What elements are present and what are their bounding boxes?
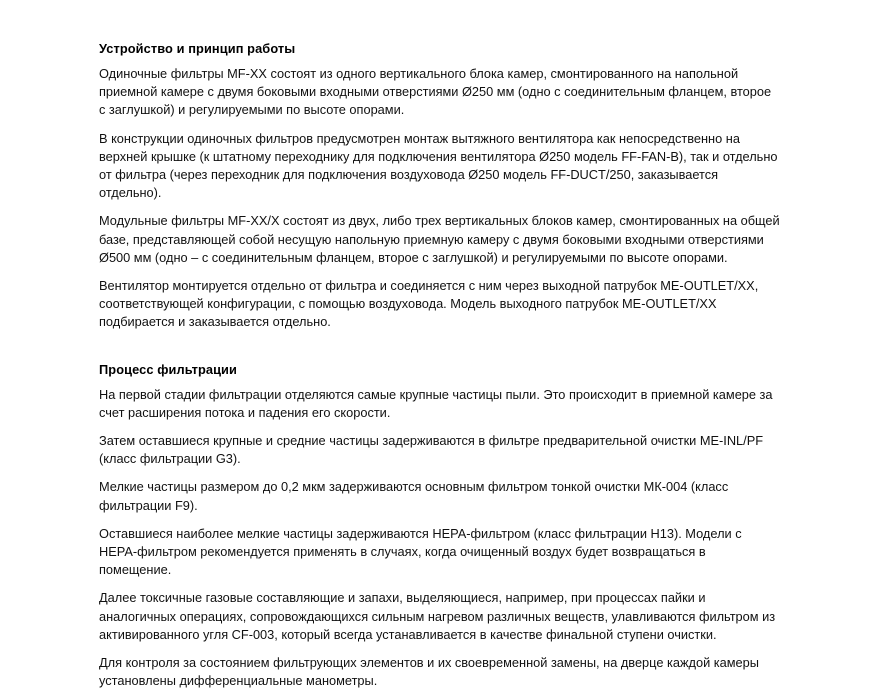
paragraph-fan-mounting-options: В конструкции одиночных фильтров предусмотрен монтаж вытяжного вентилятора как непосредственно на верхней крышке (к штатному переходнику для подключения вентилятора Ø250 модель FF-FAN-B), так и отдельно от фильтра (через переходник для подключения воздуховода Ø250 модель FF-DUCT/250, заказывается отдельно). [99,130,778,201]
section-filtration-process [99,361,781,691]
paragraph-prefilter-g3: Затем оставшиеся крупные и средние частицы задерживаются в фильтре предварительной очистки ME-INL/PF (класс фильтрации G3). [99,433,764,467]
paragraph-first-stage-coarse-particles: На первой стадии фильтрации отделяются самые крупные частицы пыли. Это происходит в приемной камере за счет расширения потока и падения его скорости. [99,386,773,420]
paragraph-fine-filter-f9: Мелкие частицы размером до 0,2 мкм задерживаются основным фильтром тонкой очистки МК-004 (класс фильтрации F9). [99,479,729,513]
section-heading-filtration-process: Процесс фильтрации [99,361,237,377]
paragraph-differential-manometers: Для контроля за состоянием фильтрующих элементов и их своевременной замены, на дверце каждой камеры установлены дифференциальные манометры. [99,655,759,689]
paragraph-activated-carbon-filter: Далее токсичные газовые составляющие и запахи, выделяющиеся, например, при процессах пайки и аналогичных операциях, сопровождающихся сильным нагревом различных веществ, улавливаются фильтром из активированного угля CF-003, который всегда устанавливается в качестве финальной ступени очистки. [99,590,776,642]
paragraph-single-filters-construction: Одиночные фильтры MF-XX состоят из одного вертикального блока камер, смонтированного на напольной приемной камере с двумя боковыми входными отверстиями Ø250 мм (одно с соединительным фланцем, второе с заглушкой) и регулируемыми по высоте опорами. [99,66,772,118]
paragraph-hepa-filter-h13: Оставшиеся наиболее мелкие частицы задерживаются HEPA-фильтром (класс фильтрации H13). Модели с HEPA-фильтром рекомендуется применять в случаях, когда очищенный воздух будет возвращаться в помещение. [99,525,742,578]
paragraph-fan-outlet-connection: Вентилятор монтируется отдельно от фильтра и соединяется с ним через выходной патрубок ME-OUTLET/XX, соответствующей конфигурации, с помощью воздуховода. Модель выходного патрубок ME-OUTLET/XX подбирается и заказывается отдельно. [99,278,759,330]
section-heading-device-and-operating-principle: Устройство и принцип работы [99,41,296,56]
section-device-and-operating-principle [99,40,781,332]
section-body-filtration-process [99,386,781,691]
paragraph-modular-filters-construction: Модульные фильтры MF-XX/X состоят из двух, либо трех вертикальных блоков камер, смонтированных на общей базе, представляющей собой несущую напольную приемную камеру с двумя боковыми входными отверстиями Ø500 мм (одно – с соединительным фланцем, второе с заглушкой) и регулируемыми по высоте опорами. [99,213,780,265]
section-body-device-and-operating-principle [99,65,781,332]
document-content [99,40,781,700]
